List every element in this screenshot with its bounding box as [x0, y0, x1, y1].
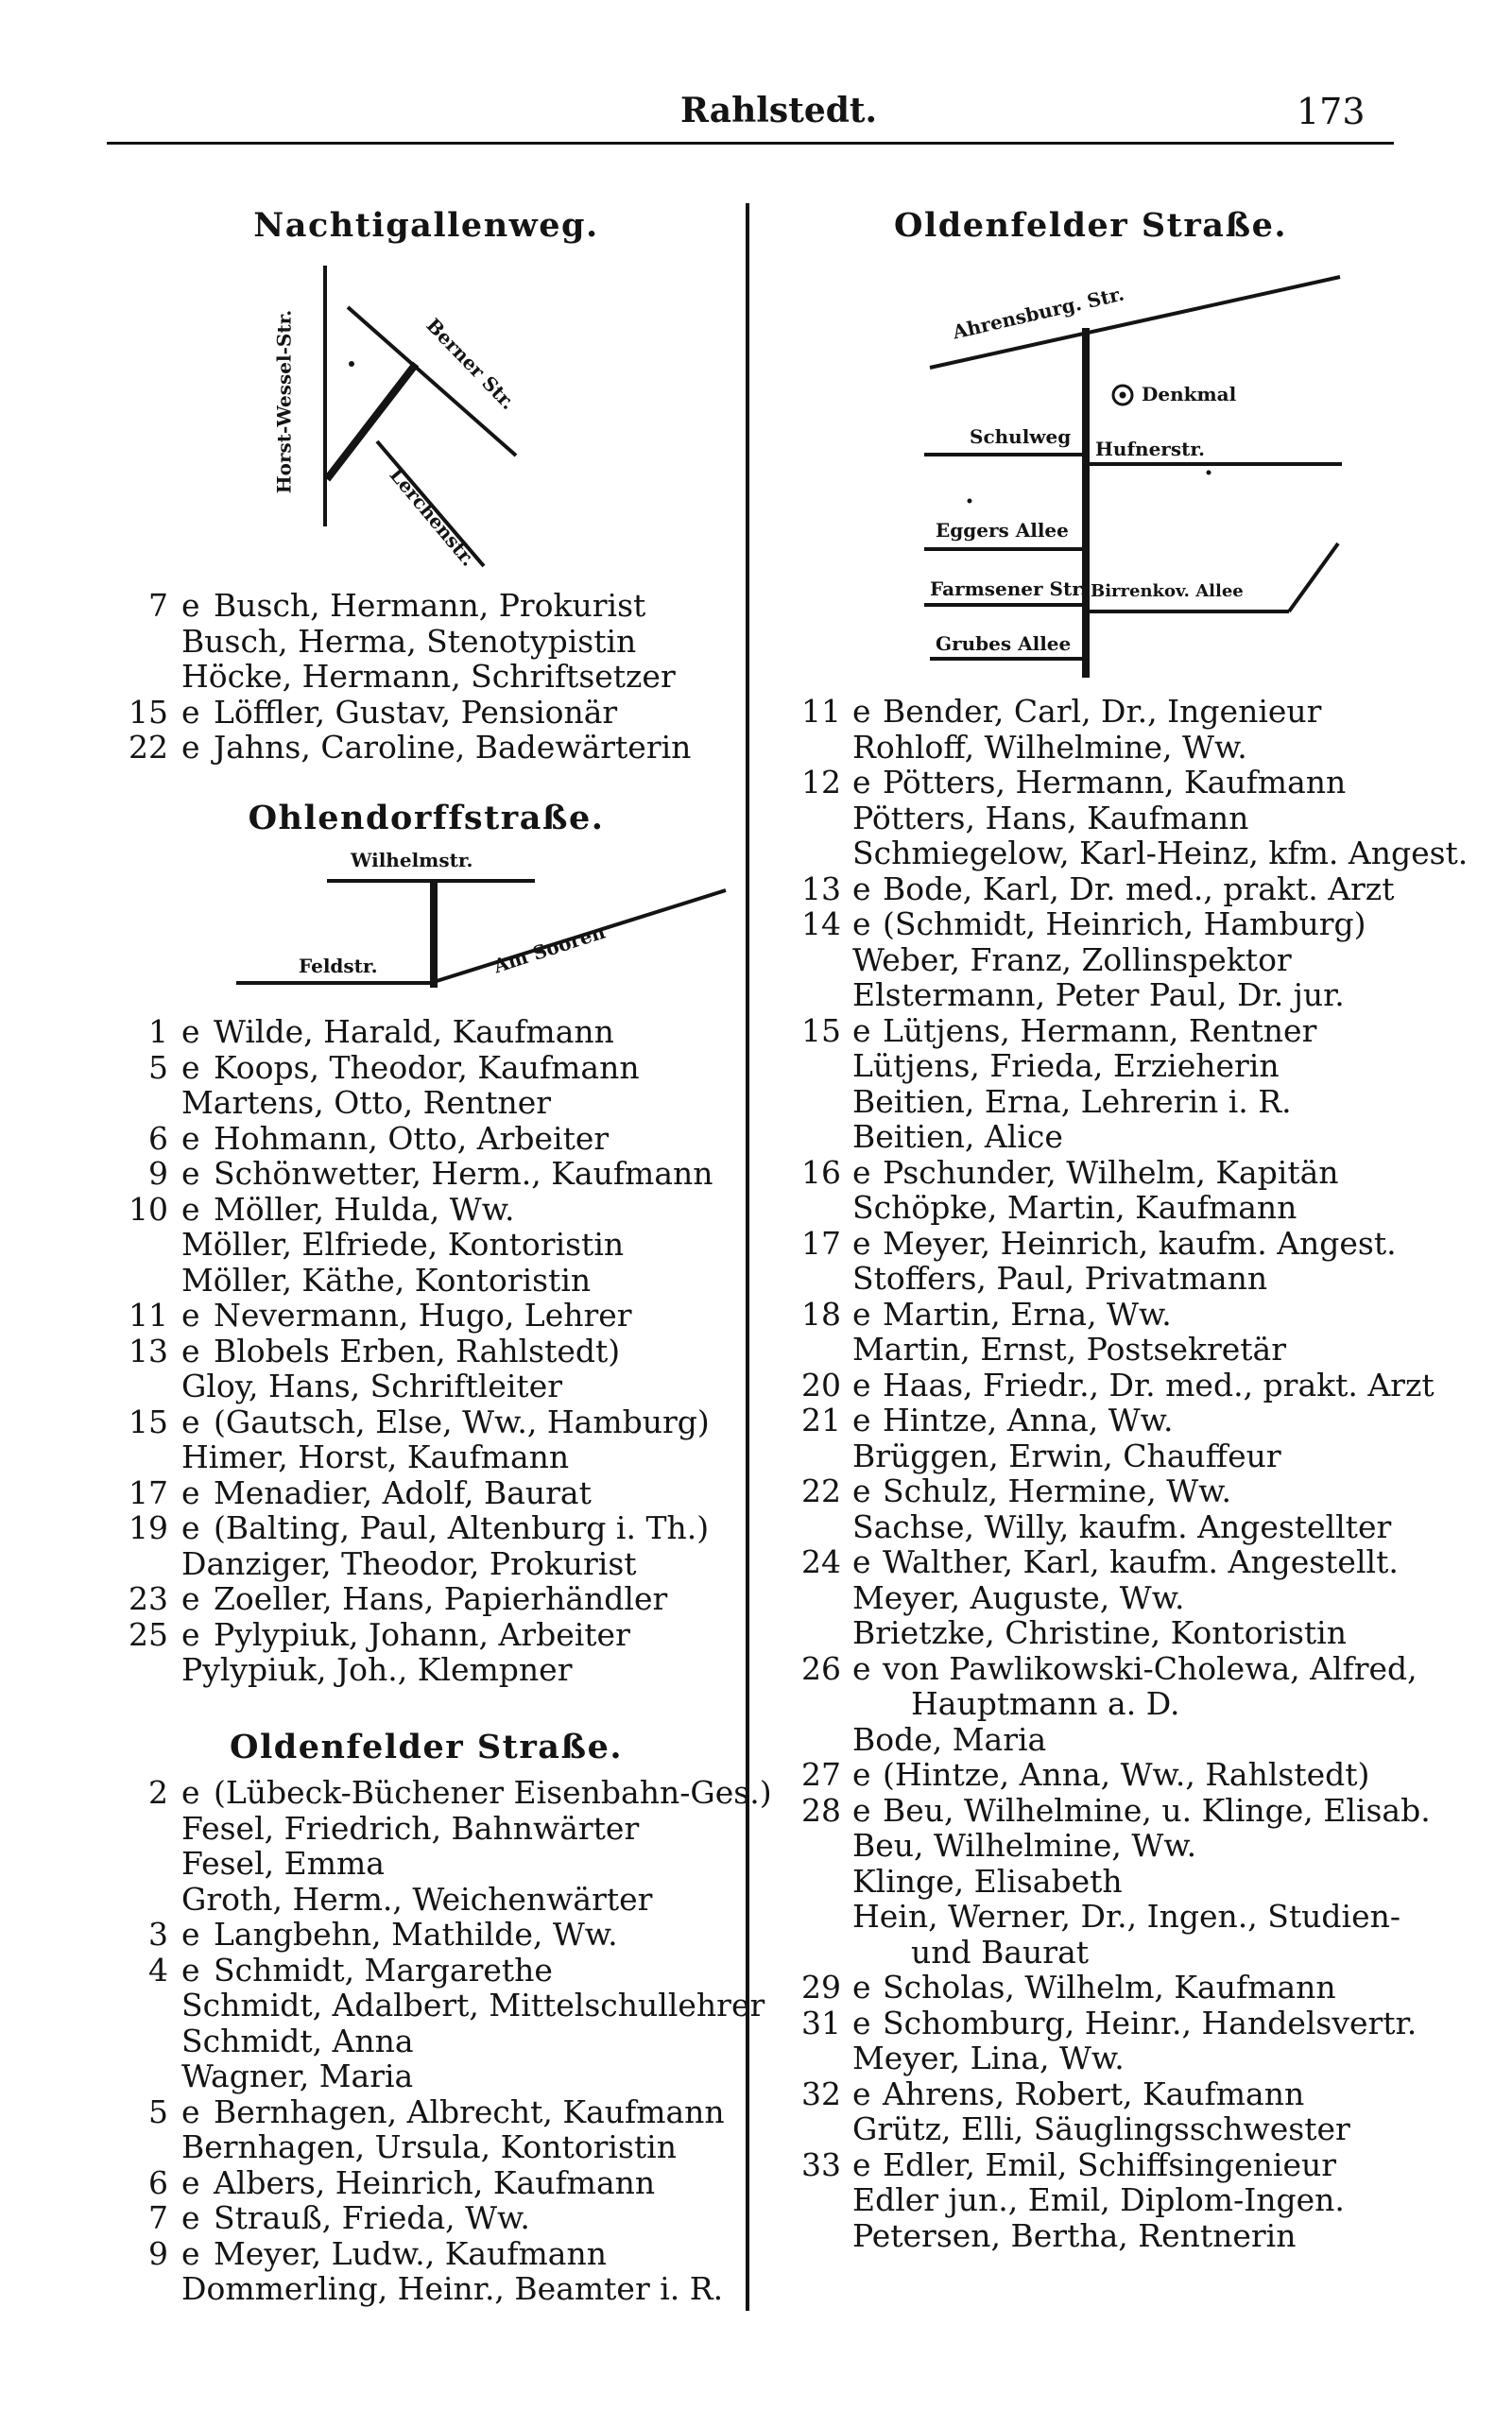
- directory-entry: [788, 906, 1393, 942]
- owner-marker: e: [181, 587, 200, 624]
- directory-entry: [788, 1615, 1393, 1651]
- house-number: 10: [129, 1190, 168, 1228]
- header-rule: [107, 142, 1394, 145]
- resident-text: Jahns, Caroline, Badewärterin: [214, 729, 692, 766]
- directory-entry: [119, 1192, 733, 1228]
- directory-entry: [788, 1048, 1393, 1084]
- label-lerchenstr: Lerchenstr.: [385, 463, 480, 571]
- owner-marker: e: [181, 1509, 200, 1546]
- directory-entry: [119, 2094, 733, 2130]
- directory-entry: [119, 659, 733, 695]
- house-number: 1: [148, 1013, 168, 1050]
- directory-entry: [119, 2165, 733, 2201]
- directory-entry: [788, 835, 1469, 871]
- directory-entry: [788, 1366, 1435, 1404]
- house-number: 18: [801, 1295, 841, 1333]
- label-wilhelmstr: Wilhelmstr.: [351, 849, 473, 871]
- house-number: 17: [129, 1473, 168, 1511]
- owner-marker: e: [852, 1756, 871, 1793]
- owner-marker: e: [181, 1615, 200, 1653]
- resident-text: von Pawlikowski-Cholewa, Alfred,: [883, 1649, 1418, 1687]
- entries-nachtigallenweg: [119, 588, 733, 766]
- owner-marker: e: [852, 1969, 871, 2006]
- owner-marker: e: [181, 1155, 200, 1192]
- directory-entry: [119, 1050, 733, 1086]
- resident-text: Wagner, Maria: [181, 2058, 414, 2094]
- owner-marker: e: [852, 764, 871, 801]
- directory-entry: [119, 624, 733, 660]
- house-number: 23: [129, 1580, 168, 1617]
- owner-marker: e: [852, 870, 871, 907]
- street-heading-ohlendorff: Ohlendorffstraße.: [248, 799, 605, 837]
- directory-entry: [788, 1297, 1393, 1333]
- house-number: 5: [148, 2092, 168, 2130]
- directory-entry: [119, 695, 733, 731]
- owner-marker: e: [181, 1916, 200, 1953]
- house-number: 5: [148, 1048, 168, 1086]
- resident-text: Höcke, Hermann, Schriftsetzer: [181, 658, 676, 695]
- resident-text: Meyer, Lina, Ww.: [852, 2040, 1125, 2076]
- label-horst-wessel: Horst-Wessel-Str.: [272, 309, 296, 494]
- owner-marker: e: [852, 693, 871, 730]
- directory-entry: [788, 1084, 1393, 1120]
- resident-text: Meyer, Heinrich, kaufm. Angest.: [883, 1224, 1397, 1262]
- house-number: 7: [148, 2199, 168, 2236]
- house-number: 9: [148, 1155, 168, 1192]
- resident-text: Himer, Horst, Kaufmann: [181, 1438, 570, 1475]
- street-heading-oldenfelder-right: Oldenfelder Straße.: [893, 206, 1288, 245]
- resident-text: Elstermann, Peter Paul, Dr. jur.: [852, 976, 1345, 1013]
- resident-text: Schönwetter, Herm., Kaufmann: [214, 1155, 713, 1192]
- resident-text: Schmiegelow, Karl-Heinz, kfm. Angest.: [852, 835, 1469, 871]
- directory-entry: [119, 1510, 733, 1546]
- house-number: 7: [148, 587, 168, 624]
- directory-entry: [788, 942, 1393, 978]
- street-sketch-nachtigallenweg: [272, 260, 677, 572]
- directory-entry: [119, 1369, 733, 1404]
- owner-marker: e: [181, 729, 200, 766]
- owner-marker: e: [852, 1011, 871, 1049]
- denkmal-marker-center: [1120, 392, 1126, 399]
- sketch-lines: [223, 851, 752, 1002]
- resident-text: Martens, Otto, Rentner: [181, 1084, 552, 1121]
- directory-entry: [119, 588, 733, 624]
- directory-entry: [119, 1404, 733, 1440]
- house-number: 21: [801, 1402, 841, 1438]
- directory-entry: [788, 1119, 1393, 1155]
- resident-text: Möller, Hulda, Ww.: [214, 1190, 515, 1228]
- owner-marker: e: [852, 1224, 871, 1262]
- owner-marker: e: [852, 1791, 871, 1829]
- resident-text: Meyer, Ludw., Kaufmann: [214, 2234, 607, 2272]
- resident-text: Fesel, Emma: [181, 1845, 385, 1882]
- resident-text: Edler, Emil, Schiffsingenieur: [883, 2145, 1336, 2183]
- owner-marker: e: [181, 1297, 200, 1334]
- resident-text: Pötters, Hans, Kaufmann: [852, 799, 1249, 836]
- resident-text: Sachse, Willy, kaufm. Angestellter: [852, 1507, 1392, 1545]
- sketch-lines: [280, 260, 677, 572]
- owner-marker: e: [181, 2199, 200, 2236]
- house-number: 27: [801, 1756, 841, 1793]
- resident-text: Stoffers, Paul, Privatmann: [852, 1260, 1268, 1297]
- directory-entry: [788, 2147, 1393, 2183]
- resident-text: Pötters, Hermann, Kaufmann: [883, 764, 1347, 801]
- house-number: 16: [801, 1153, 841, 1191]
- house-number: 17: [801, 1224, 841, 1262]
- directory-entry: [119, 1882, 733, 1918]
- directory-entry: [788, 2218, 1393, 2254]
- owner-marker: e: [852, 1366, 871, 1404]
- label-birrenkov: Birrenkov. Allee: [1091, 581, 1244, 601]
- house-number: 2: [148, 1774, 168, 1811]
- directory-entry: [788, 1686, 1393, 1722]
- label-am-sooren: Am Sooren: [490, 920, 609, 978]
- resident-text: Löffler, Gustav, Pensionär: [214, 693, 618, 731]
- street-heading-oldenfelder-left: Oldenfelder Straße.: [229, 1728, 624, 1766]
- house-number: 14: [801, 905, 841, 942]
- directory-entry: [119, 1156, 733, 1192]
- house-number: 12: [801, 764, 841, 801]
- entries-oldenfelder-right: [788, 693, 1469, 2254]
- resident-text: Bender, Carl, Dr., Ingenieur: [883, 693, 1322, 730]
- resident-text: Schöpke, Martin, Kaufmann: [852, 1189, 1297, 1226]
- house-number: 11: [801, 693, 841, 730]
- label-berner: Berner Str.: [421, 313, 520, 415]
- resident-text: Möller, Käthe, Kontoristin: [181, 1261, 592, 1299]
- resident-text: Möller, Elfriede, Kontoristin: [181, 1226, 625, 1263]
- directory-entry: [119, 2200, 733, 2236]
- resident-text: Bode, Karl, Dr. med., prakt. Arzt: [883, 870, 1395, 907]
- resident-text: Beitien, Alice: [852, 1118, 1063, 1155]
- resident-text: Bernhagen, Ursula, Kontoristin: [181, 2128, 677, 2165]
- label-hufnerstr: Hufnerstr.: [1095, 438, 1206, 460]
- resident-text: Schmidt, Anna: [181, 2022, 414, 2059]
- label-farmsener: Farmsener Str.: [930, 577, 1087, 600]
- directory-entry: [788, 1190, 1393, 1226]
- directory-entry: [788, 1543, 1399, 1580]
- owner-marker: e: [852, 2145, 871, 2183]
- house-number: 25: [129, 1615, 168, 1653]
- resident-text: Langbehn, Mathilde, Ww.: [214, 1916, 618, 1953]
- directory-entry: [788, 2076, 1393, 2112]
- owner-marker: e: [852, 1543, 871, 1580]
- resident-text: Lütjens, Frieda, Erzieherin: [852, 1047, 1280, 1084]
- directory-entry: [119, 1953, 733, 1989]
- resident-text: Dommerling, Heinr., Beamter i. R.: [181, 2270, 724, 2307]
- resident-text: Pschunder, Wilhelm, Kapitän: [883, 1153, 1339, 1191]
- road-nachtigallenweg: [327, 364, 416, 479]
- resident-text: Blobels Erben, Rahlstedt): [214, 1332, 621, 1369]
- house-number: 4: [148, 1951, 168, 1989]
- resident-text: Busch, Herma, Stenotypistin: [181, 622, 637, 660]
- owner-marker: e: [852, 1649, 871, 1687]
- directory-entry: [788, 1722, 1393, 1758]
- directory-entry: [788, 1438, 1393, 1474]
- resident-text: Strauß, Frieda, Ww.: [214, 2199, 530, 2236]
- owner-marker: e: [181, 1332, 200, 1369]
- resident-text: Pylypiuk, Joh., Klempner: [181, 1651, 573, 1688]
- directory-entry: [119, 1774, 772, 1811]
- owner-marker: e: [181, 2234, 200, 2272]
- owner-marker: e: [852, 905, 871, 942]
- street-heading-nachtigallenweg: Nachtigallenweg.: [253, 206, 599, 245]
- directory-entry: [788, 801, 1393, 836]
- owner-marker: e: [181, 1190, 200, 1228]
- resident-text: Grütz, Elli, Säuglingsschwester: [852, 2110, 1350, 2147]
- resident-text: Zoeller, Hans, Papierhändler: [214, 1580, 668, 1617]
- resident-text: Haas, Friedr., Dr. med., prakt. Arzt: [883, 1366, 1435, 1404]
- house-number: 11: [129, 1297, 168, 1334]
- owner-marker: e: [181, 1403, 200, 1440]
- directory-entry: [788, 1864, 1393, 1900]
- house-number: 15: [129, 1403, 168, 1440]
- resident-text: (Gautsch, Else, Ww., Hamburg): [214, 1403, 710, 1440]
- directory-entry: [119, 1917, 733, 1953]
- house-number: 15: [129, 693, 168, 731]
- owner-marker: e: [852, 1472, 871, 1509]
- entries-ohlendorff: [119, 1014, 733, 1688]
- resident-text: Weber, Franz, Zollinspektor: [852, 940, 1292, 978]
- owner-marker: e: [181, 1013, 200, 1050]
- directory-entry: [119, 730, 733, 766]
- directory-entry: [788, 1224, 1397, 1262]
- running-head-place: Rahlstedt.: [680, 91, 878, 130]
- resident-text: Martin, Erna, Ww.: [883, 1295, 1172, 1333]
- house-number: 32: [801, 2075, 841, 2112]
- resident-text: Edler jun., Emil, Diplom-Ingen.: [852, 2181, 1345, 2218]
- directory-entry: [788, 2004, 1418, 2041]
- resident-text: Beu, Wilhelmine, u. Klinge, Elisab.: [883, 1791, 1431, 1829]
- map-dot: [968, 499, 972, 504]
- resident-text: Brietzke, Christine, Kontoristin: [852, 1614, 1347, 1651]
- owner-marker: e: [181, 1048, 200, 1086]
- directory-entry: [788, 1898, 1401, 1935]
- house-number: 6: [148, 2163, 168, 2201]
- road-birrenkov-diagonal: [1289, 543, 1338, 611]
- house-number: 13: [801, 870, 841, 907]
- resident-text: Koops, Theodor, Kaufmann: [214, 1048, 640, 1086]
- resident-text: Schomburg, Heinr., Handelsvertr.: [883, 2004, 1418, 2041]
- directory-entry: [119, 1652, 733, 1688]
- resident-text: (Lübeck-Büchener Eisenbahn-Ges.): [214, 1774, 772, 1811]
- resident-text: Martin, Ernst, Postsekretär: [852, 1331, 1286, 1368]
- directory-entry: [788, 977, 1393, 1013]
- resident-text: Bernhagen, Albrecht, Kaufmann: [214, 2092, 725, 2130]
- owner-marker: e: [852, 2004, 871, 2041]
- directory-entry: [119, 1334, 733, 1369]
- resident-text: Hintze, Anna, Ww.: [883, 1402, 1174, 1438]
- directory-entry: [119, 1546, 733, 1582]
- directory-entry: [788, 765, 1393, 801]
- directory-entry: [788, 2111, 1393, 2147]
- house-number: 31: [801, 2004, 841, 2041]
- directory-entry: [119, 2129, 733, 2165]
- directory-entry: [788, 871, 1393, 907]
- house-number: 22: [801, 1472, 841, 1509]
- resident-text: (Balting, Paul, Altenburg i. Th.): [214, 1509, 710, 1546]
- page-number: 173: [1297, 91, 1366, 132]
- resident-text: Groth, Herm., Weichenwärter: [181, 1880, 653, 1918]
- directory-entry: [788, 1970, 1393, 2006]
- directory-entry: [119, 2271, 733, 2307]
- owner-marker: e: [181, 1119, 200, 1157]
- directory-entry: [788, 1757, 1393, 1793]
- directory-entry: [788, 2041, 1393, 2076]
- owner-marker: e: [181, 2163, 200, 2201]
- directory-entry: [119, 1846, 733, 1882]
- directory-entry: [119, 2024, 733, 2059]
- owner-marker: e: [852, 1295, 871, 1333]
- house-number: 19: [129, 1509, 168, 1546]
- house-number: 26: [801, 1649, 841, 1687]
- owner-marker: e: [852, 1402, 871, 1438]
- directory-entry: [788, 1155, 1393, 1191]
- owner-marker: e: [181, 1580, 200, 1617]
- resident-text: Pylypiuk, Johann, Arbeiter: [214, 1615, 630, 1653]
- resident-text: Rohloff, Wilhelmine, Ww.: [852, 728, 1247, 766]
- owner-marker: e: [181, 2092, 200, 2130]
- label-feldstr: Feldstr.: [299, 955, 378, 977]
- street-sketch-oldenfelder: [883, 269, 1374, 685]
- entries-oldenfelder-left: [119, 1774, 772, 2307]
- resident-text: (Hintze, Anna, Ww., Rahlstedt): [883, 1756, 1370, 1793]
- house-number: 6: [148, 1119, 168, 1157]
- resident-text: Bode, Maria: [852, 1720, 1047, 1758]
- directory-entry: [788, 1935, 1393, 1971]
- resident-text: Petersen, Bertha, Rentnerin: [852, 2216, 1297, 2254]
- resident-text: Hein, Werner, Dr., Ingen., Studien-: [852, 1898, 1401, 1935]
- owner-marker: e: [852, 1153, 871, 1191]
- resident-text: Danziger, Theodor, Prokurist: [181, 1544, 637, 1582]
- label-denkmal: Denkmal: [1142, 383, 1237, 405]
- resident-text: Beu, Wilhelmine, Ww.: [852, 1827, 1197, 1864]
- resident-text: Albers, Heinrich, Kaufmann: [214, 2163, 656, 2201]
- label-grubes: Grubes Allee: [936, 632, 1072, 655]
- directory-entry: [119, 1811, 733, 1847]
- street-sketch-ohlendorff: [223, 851, 752, 1002]
- resident-text: Wilde, Harald, Kaufmann: [214, 1013, 614, 1050]
- owner-marker: e: [181, 1951, 200, 1989]
- directory-entry: [119, 1014, 733, 1050]
- directory-entry: [119, 1475, 733, 1511]
- owner-marker: e: [852, 2075, 871, 2112]
- owner-marker: e: [181, 1473, 200, 1511]
- directory-entry: [119, 1227, 733, 1263]
- directory-entry: [119, 1617, 733, 1653]
- resident-text: Walther, Karl, kaufm. Angestellt.: [883, 1543, 1399, 1580]
- directory-entry: [788, 694, 1393, 730]
- resident-text: Schmidt, Margarethe: [214, 1951, 553, 1989]
- resident-text: Schulz, Hermine, Ww.: [883, 1472, 1231, 1509]
- directory-entry: [788, 1509, 1393, 1545]
- owner-marker: e: [181, 693, 200, 731]
- directory-entry: [119, 1298, 733, 1334]
- directory-entry: [788, 1828, 1393, 1864]
- house-number: 33: [801, 2145, 841, 2183]
- directory-entry: [788, 1649, 1418, 1687]
- directory-entry: [119, 1439, 733, 1475]
- directory-entry: [788, 1332, 1393, 1368]
- directory-entry: [119, 1263, 733, 1299]
- resident-text: und Baurat: [911, 1933, 1090, 1971]
- resident-text: Nevermann, Hugo, Lehrer: [214, 1297, 632, 1334]
- resident-text: Ahrens, Robert, Kaufmann: [883, 2075, 1305, 2112]
- resident-text: Lütjens, Hermann, Rentner: [883, 1011, 1317, 1049]
- resident-text: Busch, Hermann, Prokurist: [214, 587, 646, 624]
- house-number: 20: [801, 1366, 841, 1404]
- directory-entry: [119, 2236, 733, 2272]
- directory-entry: [788, 1580, 1393, 1616]
- map-dot: [349, 361, 354, 367]
- house-number: 28: [801, 1791, 841, 1829]
- directory-entry: [788, 1013, 1393, 1049]
- resident-text: Menadier, Adolf, Baurat: [214, 1473, 592, 1511]
- house-number: 29: [801, 1969, 841, 2006]
- resident-text: Brüggen, Erwin, Chauffeur: [852, 1437, 1281, 1474]
- owner-marker: e: [181, 1774, 200, 1811]
- resident-text: Hohmann, Otto, Arbeiter: [214, 1119, 610, 1157]
- house-number: 3: [148, 1916, 168, 1953]
- label-ahrensburg: Ahrensburg. Str.: [950, 282, 1126, 344]
- directory-entry: [119, 1085, 733, 1121]
- resident-text: (Schmidt, Heinrich, Hamburg): [883, 905, 1366, 942]
- label-schulweg: Schulweg: [970, 425, 1072, 448]
- resident-text: Hauptmann a. D.: [911, 1685, 1180, 1722]
- map-dot: [1207, 471, 1211, 475]
- house-number: 24: [801, 1543, 841, 1580]
- resident-text: Meyer, Auguste, Ww.: [852, 1578, 1185, 1616]
- resident-text: Klinge, Elisabeth: [852, 1862, 1123, 1900]
- resident-text: Schmidt, Adalbert, Mittelschullehrer: [181, 1987, 765, 2024]
- running-head: [0, 91, 1512, 140]
- directory-entry: [788, 1473, 1393, 1509]
- resident-text: Beitien, Erna, Lehrerin i. R.: [852, 1082, 1292, 1120]
- directory-entry: [788, 1791, 1431, 1829]
- resident-text: Scholas, Wilhelm, Kaufmann: [883, 1969, 1336, 2006]
- directory-entry: [119, 1987, 765, 2024]
- house-number: 15: [801, 1011, 841, 1049]
- house-number: 9: [148, 2234, 168, 2272]
- directory-entry: [788, 1261, 1393, 1297]
- directory-entry: [788, 730, 1393, 766]
- directory-entry: [119, 1581, 733, 1617]
- directory-entry: [788, 1403, 1393, 1438]
- directory-entry: [119, 2058, 733, 2094]
- directory-entry: [119, 1121, 733, 1157]
- resident-text: Fesel, Friedrich, Bahnwärter: [181, 1809, 640, 1847]
- label-eggers: Eggers Allee: [936, 519, 1069, 542]
- directory-entry: [788, 2182, 1393, 2218]
- resident-text: Gloy, Hans, Schriftleiter: [181, 1368, 562, 1404]
- house-number: 22: [129, 729, 168, 766]
- house-number: 13: [129, 1332, 168, 1369]
